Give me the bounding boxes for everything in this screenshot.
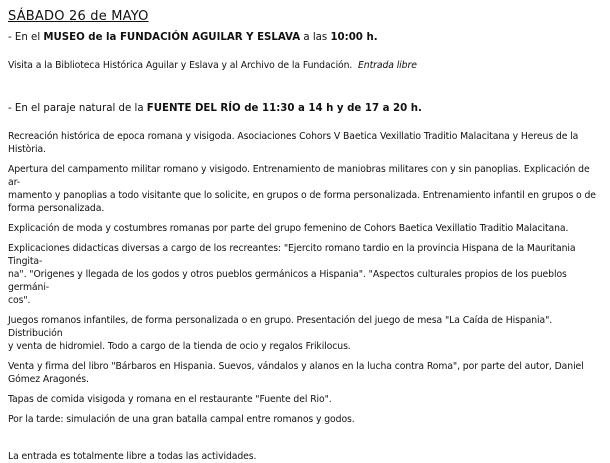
fashion-paragraph: Explicación de moda y costumbres romanas por parte del grupo femenino de Cohors Baetica Vexillatio Traditio Malacitana. [8, 223, 569, 234]
museum-visit-text [8, 59, 604, 72]
tapas-paragraph: Tapas de comida visigoda y romana en el restaurante "Fuente del Rio". [8, 394, 332, 405]
didactic-line-3: cos". [8, 295, 31, 306]
didactic-line-2: na". "Origenes y llegada de los godos y otros pueblos germánicos a Hispania". "Aspectos culturales propios de los pueblos germáni- [8, 269, 567, 293]
date-heading: SÁBADO 26 de MAYO [8, 9, 149, 24]
camp-line-2: mamento y panoplias a todo visitante que lo solicite, en grupos o de forma personalizada. Entrenamiento infantil en grupos o de [8, 190, 596, 201]
museum-prefix: - En el [8, 32, 44, 43]
camp-line-3: forma personalizada. [8, 203, 105, 214]
riverside-location-line [8, 102, 604, 116]
riverside-place-and-times: FUENTE DEL RÍO de 11:30 a 14 h y de 17 a 20 h. [146, 103, 422, 114]
riverside-prefix: - En el paraje natural de la [8, 103, 147, 114]
entry-note: Entrada libre [358, 60, 417, 71]
camp-line-1: Apertura del campamento militar romano y visigodo. Entrenamiento de maniobras militares con y sin panoplias. Explicación de ar- [8, 164, 590, 188]
games-line-2: y venta de hidromiel. Todo a cargo de la tienda de ocio y regalos Frikilocus. [8, 341, 351, 352]
event-program [8, 9, 604, 463]
games-line-1: Juegos romanos infantiles, de forma personalizada o en grupo. Presentación del juego de mesa "La Caída de Hispania". Distribución [8, 315, 553, 339]
games-paragraph [8, 314, 604, 353]
book-line-2: Gómez Aragonés. [8, 374, 89, 385]
book-line-1: Venta y firma del libro "Bárbaros en Hispania. Suevos, vándalos y alanos en la lucha contra Roma", por parte del autor, Daniel [8, 361, 584, 372]
book-paragraph [8, 360, 604, 386]
free-entry-paragraph: La entrada es totalmente libre a todas las actividades. [8, 451, 257, 462]
didactic-line-1: Explicaciones didacticas diversas a cargo de los recreantes: "Ejercito romano tardio en la provincia Hispana de la Mauritania Tingita- [8, 243, 576, 267]
afternoon-paragraph: Por la tarde: simulación de una gran batalla campal entre romanos y godos. [8, 414, 355, 425]
recreation-paragraph: Recreación histórica de epoca romana y visigoda. Asociaciones Cohors V Baetica Vexillatio Traditio Malacitana y Hereus de la Història. [8, 131, 579, 155]
museum-time: 10:00 h. [330, 32, 378, 43]
museum-name: MUSEO de la FUNDACIÓN AGUILAR Y ESLAVA [43, 32, 301, 43]
camp-paragraph [8, 163, 604, 215]
museum-location-line [8, 31, 604, 45]
visit-description: Visita a la Biblioteca Histórica Aguilar y Eslava y al Archivo de la Fundación. [8, 60, 353, 71]
didactic-paragraph [8, 242, 604, 307]
museum-middle: a las [300, 32, 331, 43]
